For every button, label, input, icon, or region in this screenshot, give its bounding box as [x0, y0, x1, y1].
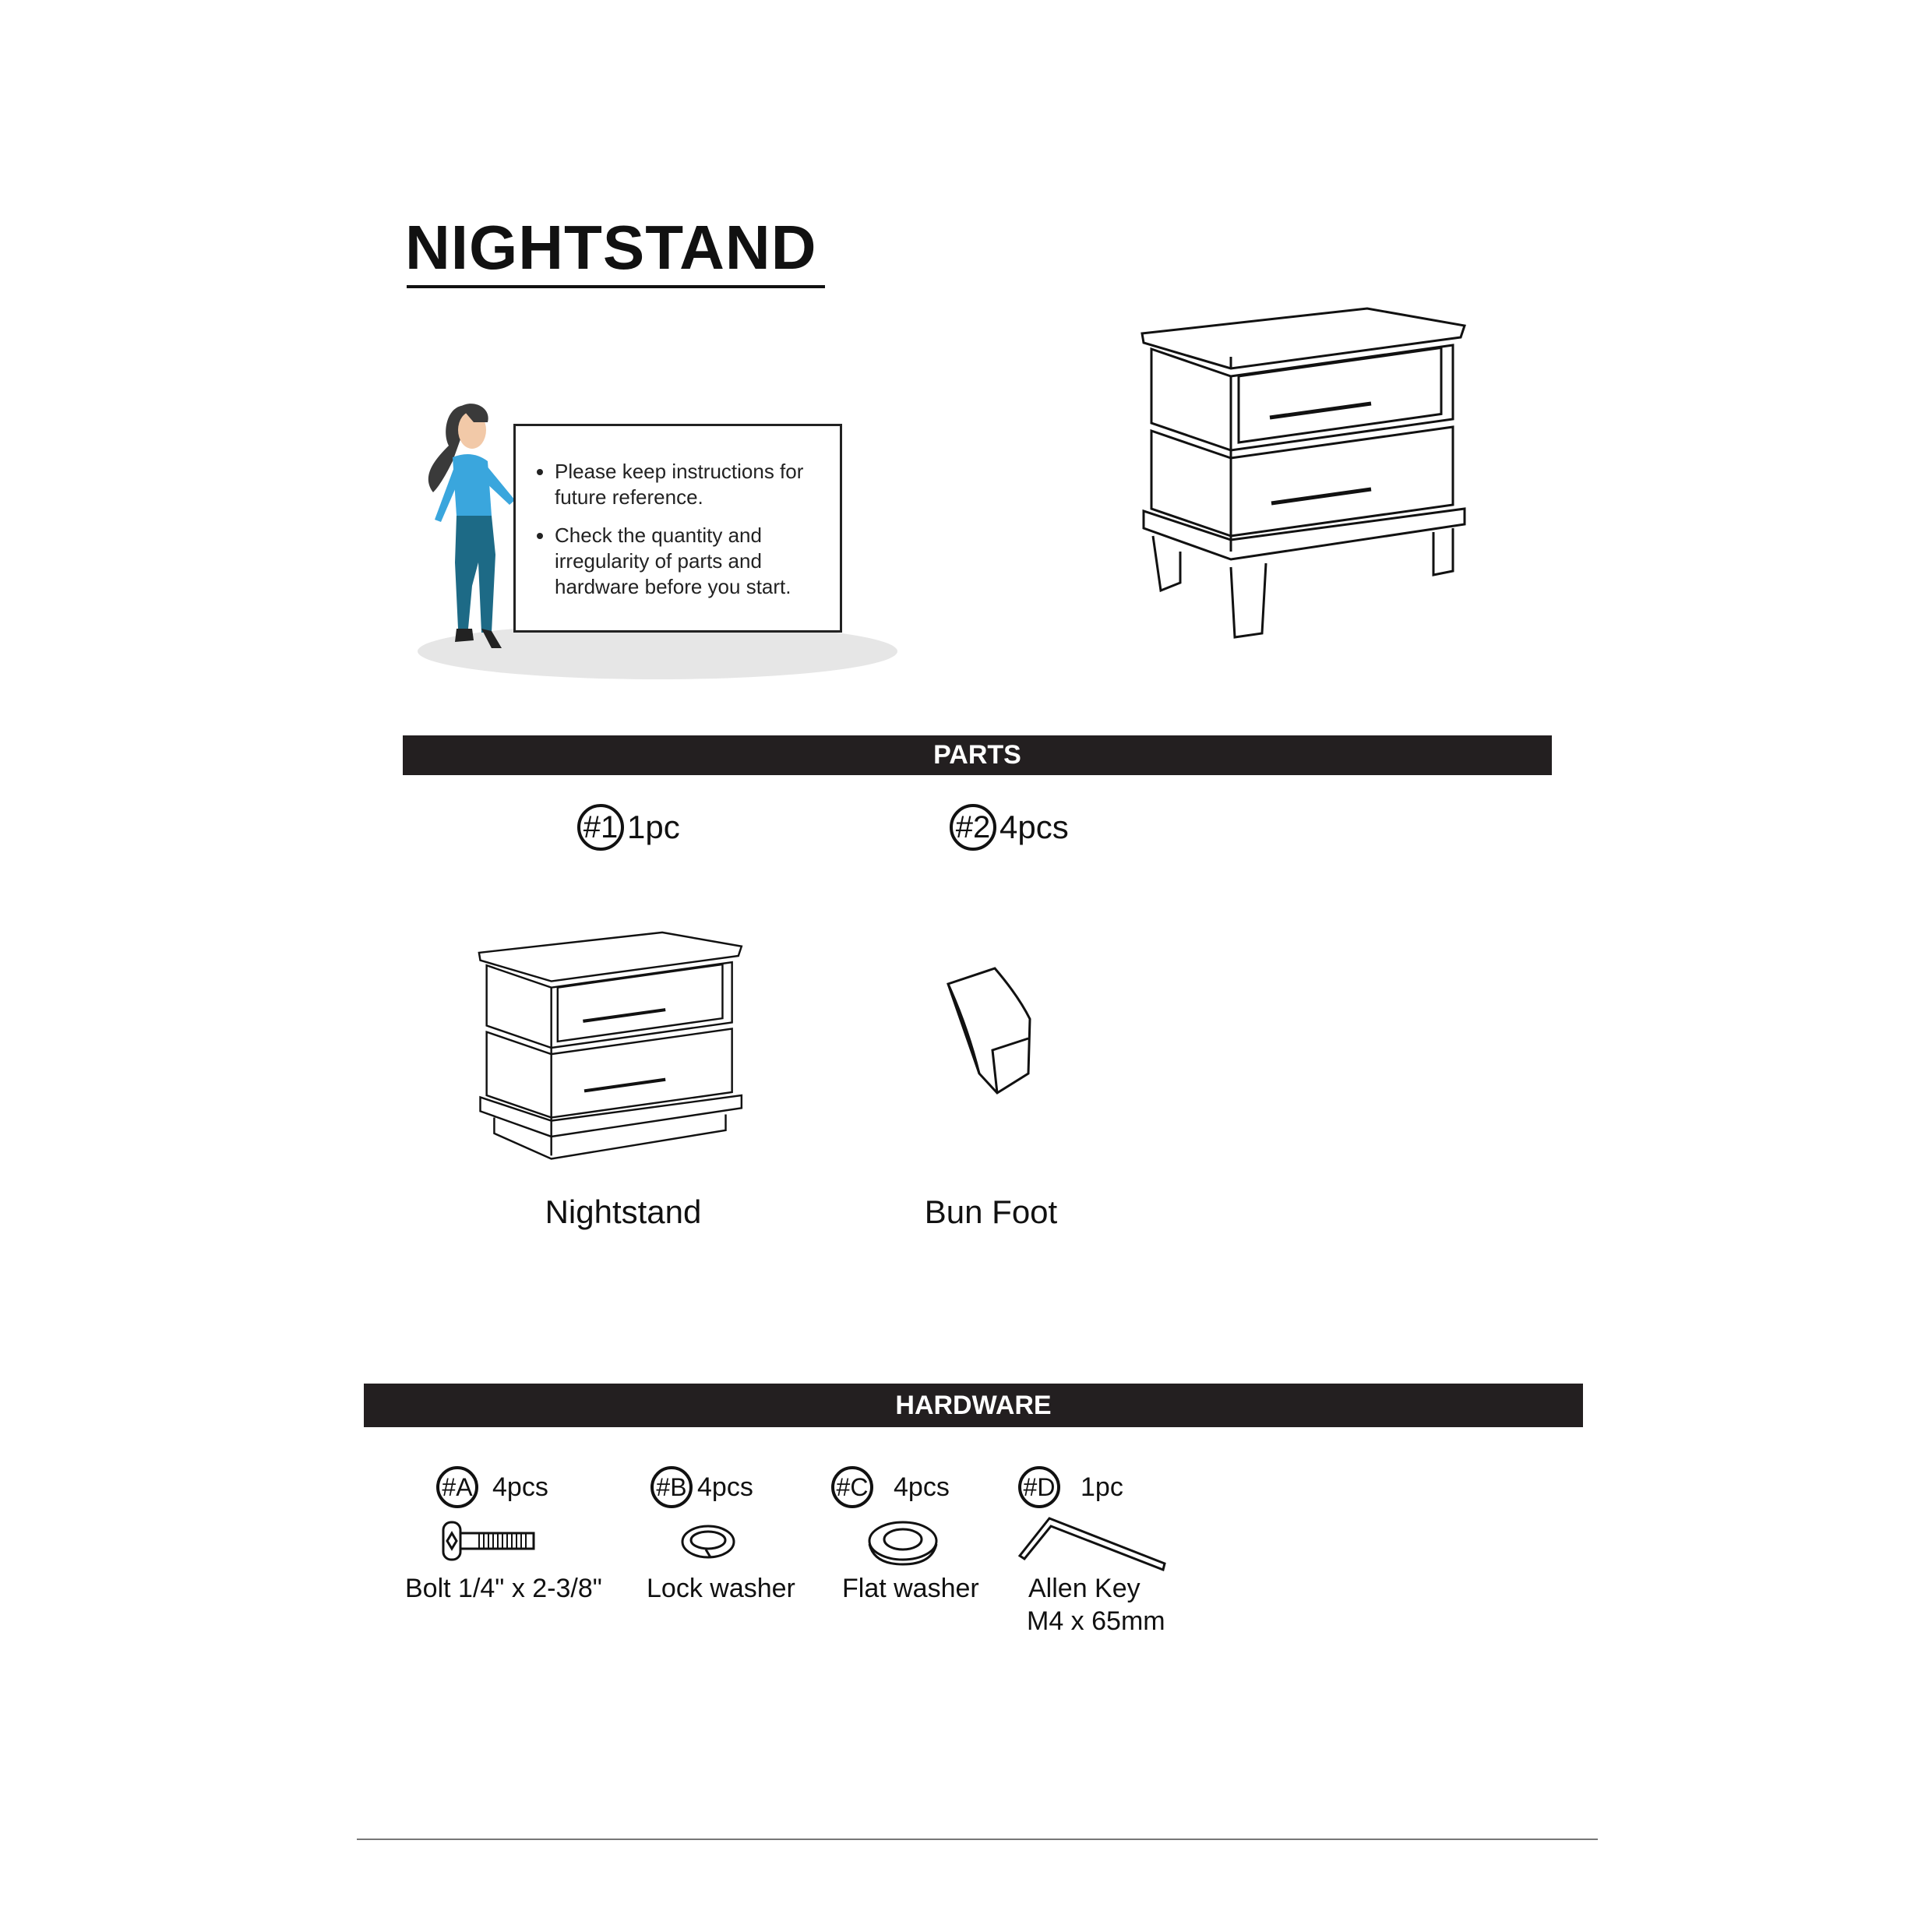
nightstand-illustration [1137, 302, 1472, 645]
part-1-quantity [577, 804, 680, 851]
title-underline [407, 285, 825, 288]
page-title: NIGHTSTAND [405, 213, 817, 282]
hardware-id-badge: #C [831, 1466, 873, 1508]
hardware-section-header: HARDWARE [364, 1384, 1583, 1427]
hardware-id-badge: #A [436, 1466, 478, 1508]
hardware-d-quantity [1018, 1466, 1123, 1508]
hardware-c-quantity [831, 1466, 950, 1508]
hardware-qty: 4pcs [697, 1472, 753, 1502]
hardware-spec: M4 x 65mm [1027, 1606, 1165, 1636]
hardware-qty: 1pc [1081, 1472, 1123, 1502]
hardware-name: Flat washer [842, 1574, 979, 1603]
hardware-name: Bolt 1/4" x 2-3/8" [405, 1574, 602, 1603]
hardware-qty: 4pcs [492, 1472, 548, 1502]
part-name: Bun Foot [924, 1193, 1058, 1230]
part-id-badge: #1 [577, 804, 624, 851]
notice-item: • Check the quantity and irregularity of parts and hardware before you start. [555, 523, 824, 600]
part-2-quantity [950, 804, 1069, 851]
notice-item: • Please keep instructions for future reference. [555, 459, 824, 510]
bolt-icon [440, 1519, 538, 1563]
hardware-id-badge: #D [1018, 1466, 1060, 1508]
footer-divider [357, 1839, 1598, 1840]
lock-washer-icon [679, 1523, 738, 1562]
allen-key-icon [1017, 1515, 1169, 1574]
bun-foot-illustration [944, 964, 1038, 1098]
part-id-badge: #2 [950, 804, 996, 851]
hardware-name: Allen Key [1028, 1574, 1141, 1603]
nightstand-part-illustration [475, 927, 748, 1169]
hardware-name: Lock washer [647, 1574, 795, 1603]
hardware-id-badge: #B [650, 1466, 693, 1508]
hardware-qty: 4pcs [894, 1472, 950, 1502]
parts-section-header: PARTS [403, 735, 1552, 775]
part-qty: 1pc [627, 809, 680, 845]
hardware-b-quantity [650, 1466, 753, 1508]
hardware-a-quantity [436, 1466, 548, 1508]
flat-washer-icon [866, 1519, 940, 1567]
instructions-notice [513, 424, 842, 633]
part-name: Nightstand [545, 1193, 702, 1230]
part-qty: 4pcs [999, 809, 1069, 845]
